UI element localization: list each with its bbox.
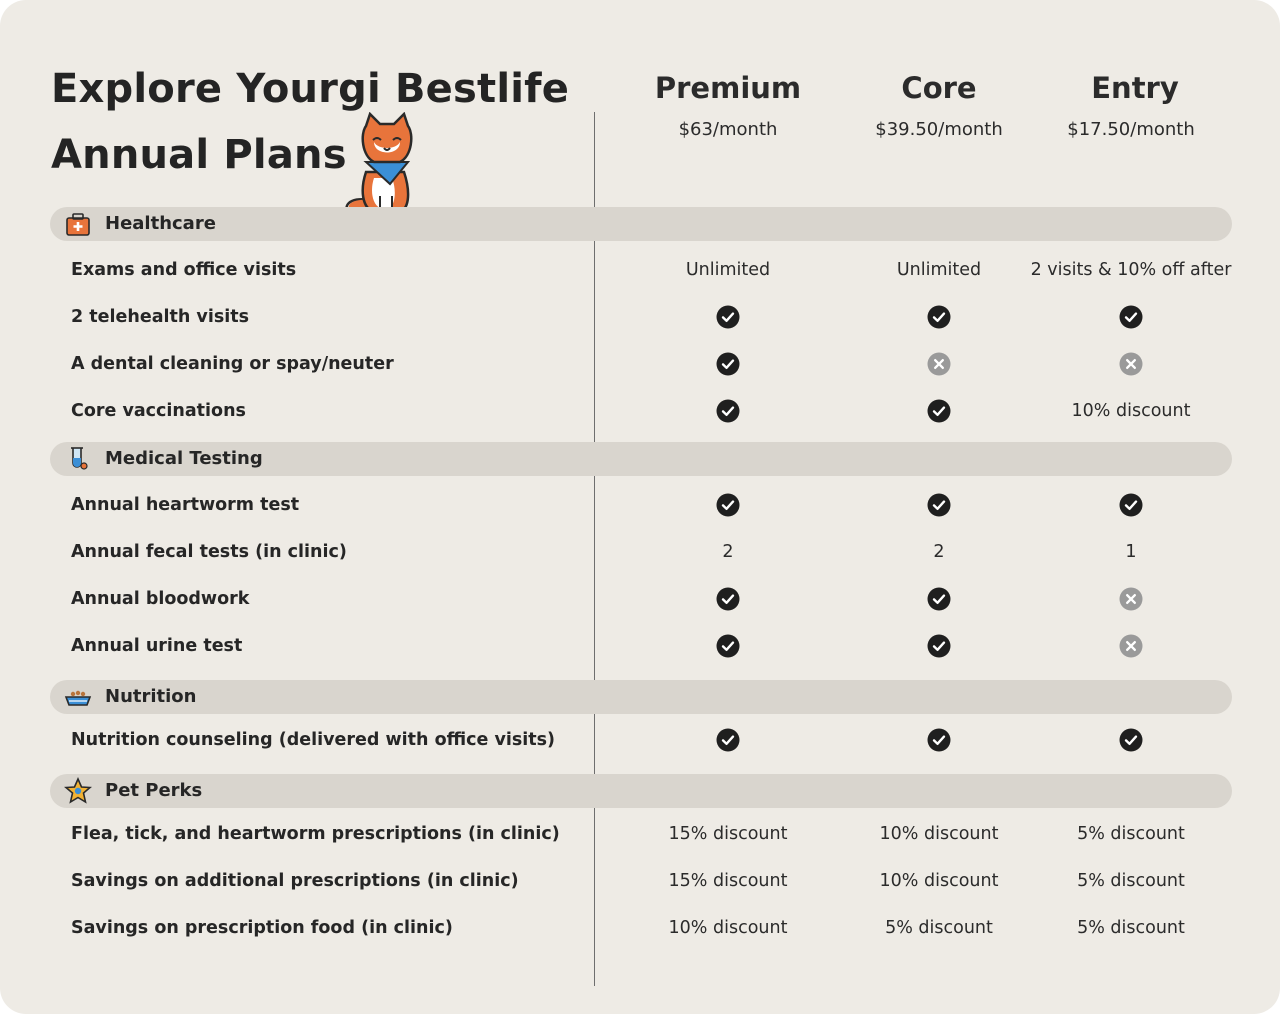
feature-label: Annual heartworm test <box>71 495 300 515</box>
plan-value-cell: 10% discount <box>668 918 788 938</box>
cat-mascot-icon <box>340 112 424 218</box>
feature-label: Exams and office visits <box>71 260 297 280</box>
plan-value-cell: 1 <box>1125 542 1137 562</box>
section-title: Healthcare <box>105 213 216 234</box>
plan-value-cell: 2 <box>722 542 734 562</box>
x-circle-icon <box>1119 352 1143 376</box>
check-circle-icon <box>927 305 951 329</box>
check-circle-icon <box>927 728 951 752</box>
feature-label: Annual fecal tests (in clinic) <box>71 542 347 562</box>
food-bowl-icon <box>64 683 92 711</box>
title-line-2: Annual Plans <box>51 132 347 178</box>
check-circle-icon <box>716 352 740 376</box>
section-header-pet-perks <box>50 774 1232 808</box>
plan-value-cell: 15% discount <box>668 871 788 891</box>
plan-core-name: Core <box>901 71 977 105</box>
plan-value-cell: 2 visits & 10% off after <box>1030 260 1232 280</box>
plan-value-cell: 10% discount <box>879 824 999 844</box>
feature-label: Nutrition counseling (delivered with office visits) <box>71 730 556 750</box>
section-header-healthcare <box>50 207 1232 241</box>
check-circle-icon <box>1119 305 1143 329</box>
section-title: Nutrition <box>105 686 197 707</box>
plan-entry-name: Entry <box>1091 71 1179 105</box>
feature-label: Savings on prescription food (in clinic) <box>71 918 453 938</box>
check-circle-icon <box>927 587 951 611</box>
check-circle-icon <box>927 634 951 658</box>
check-circle-icon <box>927 399 951 423</box>
check-circle-icon <box>716 305 740 329</box>
x-circle-icon <box>927 352 951 376</box>
plan-premium-name: Premium <box>654 71 802 105</box>
section-title: Pet Perks <box>105 780 203 801</box>
plan-value-cell: 10% discount <box>1071 401 1191 421</box>
plan-entry-price: $17.50/month <box>1067 119 1195 140</box>
section-header-medical-testing <box>50 442 1232 476</box>
section-header-nutrition <box>50 680 1232 714</box>
plan-value-cell: Unlimited <box>685 260 771 280</box>
feature-label: A dental cleaning or spay/neuter <box>71 354 394 374</box>
feature-label: Annual urine test <box>71 636 243 656</box>
plan-premium-price: $63/month <box>678 119 778 140</box>
check-circle-icon <box>716 587 740 611</box>
feature-label: Annual bloodwork <box>71 589 250 609</box>
section-title: Medical Testing <box>105 448 263 469</box>
plan-value-cell: 15% discount <box>668 824 788 844</box>
column-divider <box>594 112 595 986</box>
check-circle-icon <box>716 728 740 752</box>
x-circle-icon <box>1119 634 1143 658</box>
check-circle-icon <box>716 493 740 517</box>
feature-label: Core vaccinations <box>71 401 246 421</box>
feature-label: 2 telehealth visits <box>71 307 250 327</box>
page-title <box>51 56 591 188</box>
plan-value-cell: 5% discount <box>1077 871 1185 891</box>
feature-label: Flea, tick, and heartworm prescriptions (in clinic) <box>71 824 560 844</box>
check-circle-icon <box>716 634 740 658</box>
x-circle-icon <box>1119 587 1143 611</box>
medical-kit-icon <box>64 210 92 238</box>
plan-value-cell: Unlimited <box>896 260 982 280</box>
check-circle-icon <box>1119 728 1143 752</box>
check-circle-icon <box>927 493 951 517</box>
plan-value-cell: 5% discount <box>1077 824 1185 844</box>
star-badge-icon <box>64 777 92 805</box>
plan-value-cell: 2 <box>933 542 945 562</box>
plan-value-cell: 10% discount <box>879 871 999 891</box>
feature-label: Savings on additional prescriptions (in clinic) <box>71 871 519 891</box>
check-circle-icon <box>716 399 740 423</box>
plan-value-cell: 5% discount <box>885 918 993 938</box>
test-tube-icon <box>64 445 92 473</box>
plan-value-cell: 5% discount <box>1077 918 1185 938</box>
plan-core-price: $39.50/month <box>875 119 1003 140</box>
title-line-1: Explore Yourgi Bestlife <box>51 66 570 112</box>
check-circle-icon <box>1119 493 1143 517</box>
